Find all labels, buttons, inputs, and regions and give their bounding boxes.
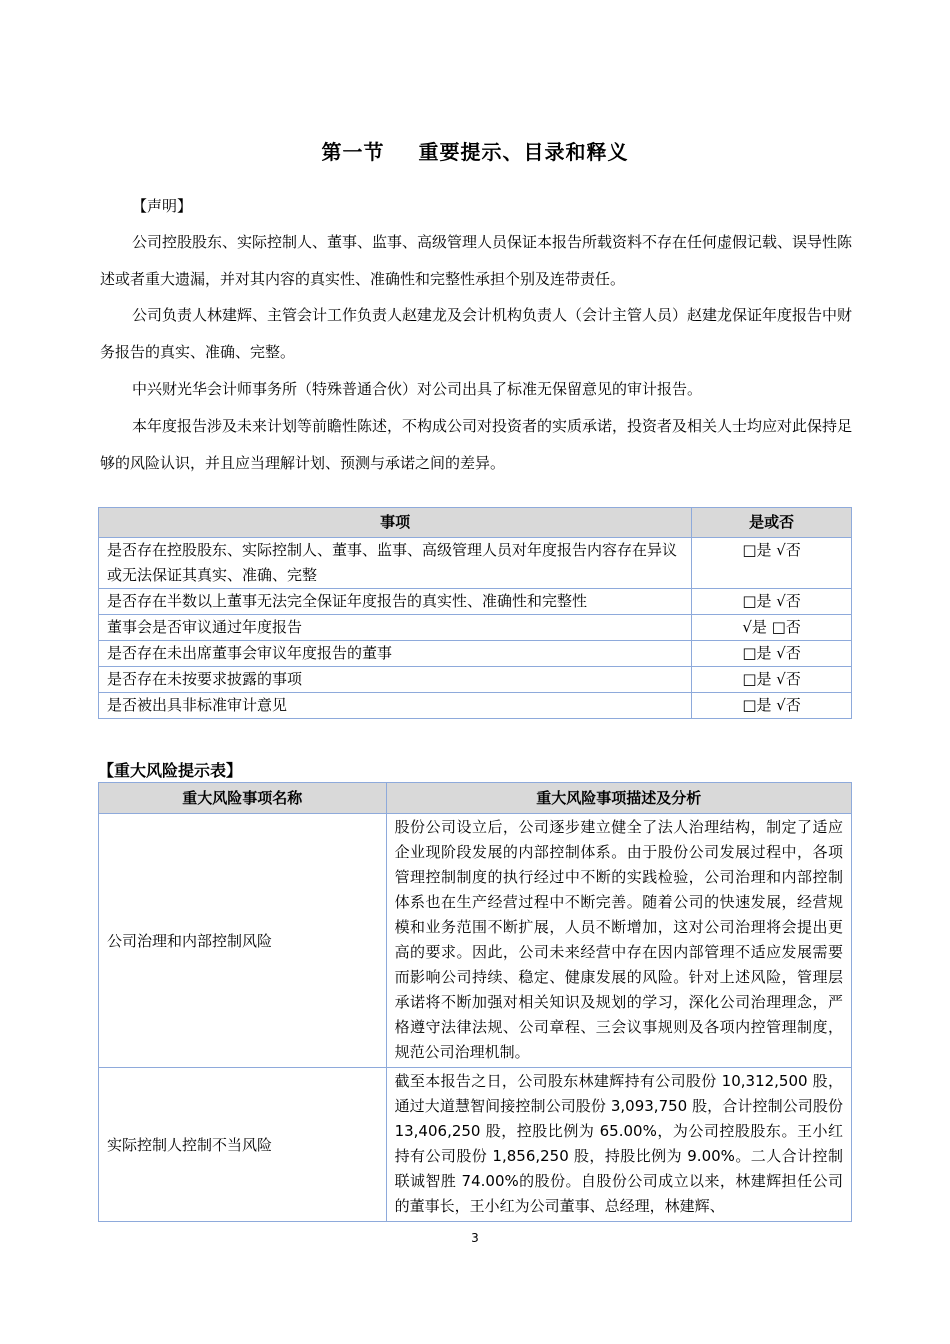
item-cell: 董事会是否审议通过年度报告 — [99, 615, 692, 641]
risk-desc-cell: 截至本报告之日，公司股东林建辉持有公司股份 10,312,500 股，通过大道慧智间接控制公司股份 3,093,750 股，合计控制公司股份 13,406,250 股，控股比例为 65.00%，为公司控股股东。王小红持有公司股份 1,856,250 股，持股比例为 9.00%。二人合计控制联诚智胜 74.00%的股份。自股份公司成立以来，林建辉担任公司的董事长，王小红为公司董事、总经理，林建辉、 — [386, 1068, 851, 1222]
answer-cell: □是 √否 — [692, 589, 852, 615]
risk-name-cell: 实际控制人控制不当风险 — [99, 1068, 387, 1222]
answer-cell: □是 √否 — [692, 641, 852, 667]
statement-paragraph-1: 公司控股股东、实际控制人、董事、监事、高级管理人员保证本报告所载资料不存在任何虚假记载、误导性陈述或者重大遗漏，并对其内容的真实性、准确性和完整性承担个别及连带责任。 — [100, 233, 853, 288]
item-cell: 是否存在未按要求披露的事项 — [99, 667, 692, 693]
table-header-row — [99, 783, 852, 814]
table-row — [99, 615, 852, 641]
table-row — [99, 538, 852, 589]
header-yes-no: 是或否 — [692, 508, 852, 538]
header-item: 事项 — [99, 508, 692, 538]
risk-name-cell: 公司治理和内部控制风险 — [99, 814, 387, 1068]
item-cell: 是否存在未出席董事会审议年度报告的董事 — [99, 641, 692, 667]
answer-cell: □是 √否 — [692, 538, 852, 589]
statement-paragraph-2: 公司负责人林建辉、主管会计工作负责人赵建龙及会计机构负责人（会计主管人员）赵建龙保证年度报告中财务报告的真实、准确、完整。 — [100, 306, 853, 361]
answer-cell: √是 □否 — [692, 615, 852, 641]
statement-paragraph-4: 本年度报告涉及未来计划等前瞻性陈述，不构成公司对投资者的实质承诺，投资者及相关人士均应对此保持足够的风险认识，并且应当理解计划、预测与承诺之间的差异。 — [100, 417, 853, 472]
section-name: 重要提示、目录和释义 — [418, 140, 629, 164]
table-row — [99, 641, 852, 667]
header-risk-desc: 重大风险事项描述及分析 — [386, 783, 851, 814]
statement-heading: 【声明】 — [132, 197, 193, 215]
table-row — [99, 693, 852, 719]
answer-cell: □是 √否 — [692, 693, 852, 719]
risk-table-heading: 【重大风险提示表】 — [98, 761, 243, 780]
table-row — [99, 1068, 852, 1222]
item-cell: 是否存在半数以上董事无法完全保证年度报告的真实性、准确性和完整性 — [99, 589, 692, 615]
page-number: 3 — [471, 1231, 479, 1245]
table-row — [99, 589, 852, 615]
confirmation-table — [98, 507, 852, 719]
answer-cell: □是 √否 — [692, 667, 852, 693]
risk-table — [98, 782, 852, 1222]
section-title — [0, 136, 950, 165]
risk-desc-cell: 股份公司设立后，公司逐步建立健全了法人治理结构，制定了适应企业现阶段发展的内部控制体系。由于股份公司发展过程中，各项管理控制制度的执行经过中不断的实践检验，公司治理和内部控制体系也在生产经营过程中不断完善。随着公司的快速发展，经营规模和业务范围不断扩展，人员不断增加，这对公司治理将会提出更高的要求。因此，公司未来经营中存在因内部管理不适应发展需要而影响公司持续、稳定、健康发展的风险。针对上述风险，管理层承诺将不断加强对相关知识及规划的学习，深化公司治理理念，严格遵守法律法规、公司章程、三会议事规则及各项内控管理制度，规范公司治理机制。 — [386, 814, 851, 1068]
statement-paragraph-3: 中兴财光华会计师事务所（特殊普通合伙）对公司出具了标准无保留意见的审计报告。 — [132, 380, 703, 398]
table-row — [99, 667, 852, 693]
item-cell: 是否存在控股股东、实际控制人、董事、监事、高级管理人员对年度报告内容存在异议或无法保证其真实、准确、完整 — [99, 538, 692, 589]
header-risk-name: 重大风险事项名称 — [99, 783, 387, 814]
table-row — [99, 814, 852, 1068]
item-cell: 是否被出具非标准审计意见 — [99, 693, 692, 719]
table-header-row — [99, 508, 852, 538]
section-number: 第一节 — [321, 140, 385, 164]
